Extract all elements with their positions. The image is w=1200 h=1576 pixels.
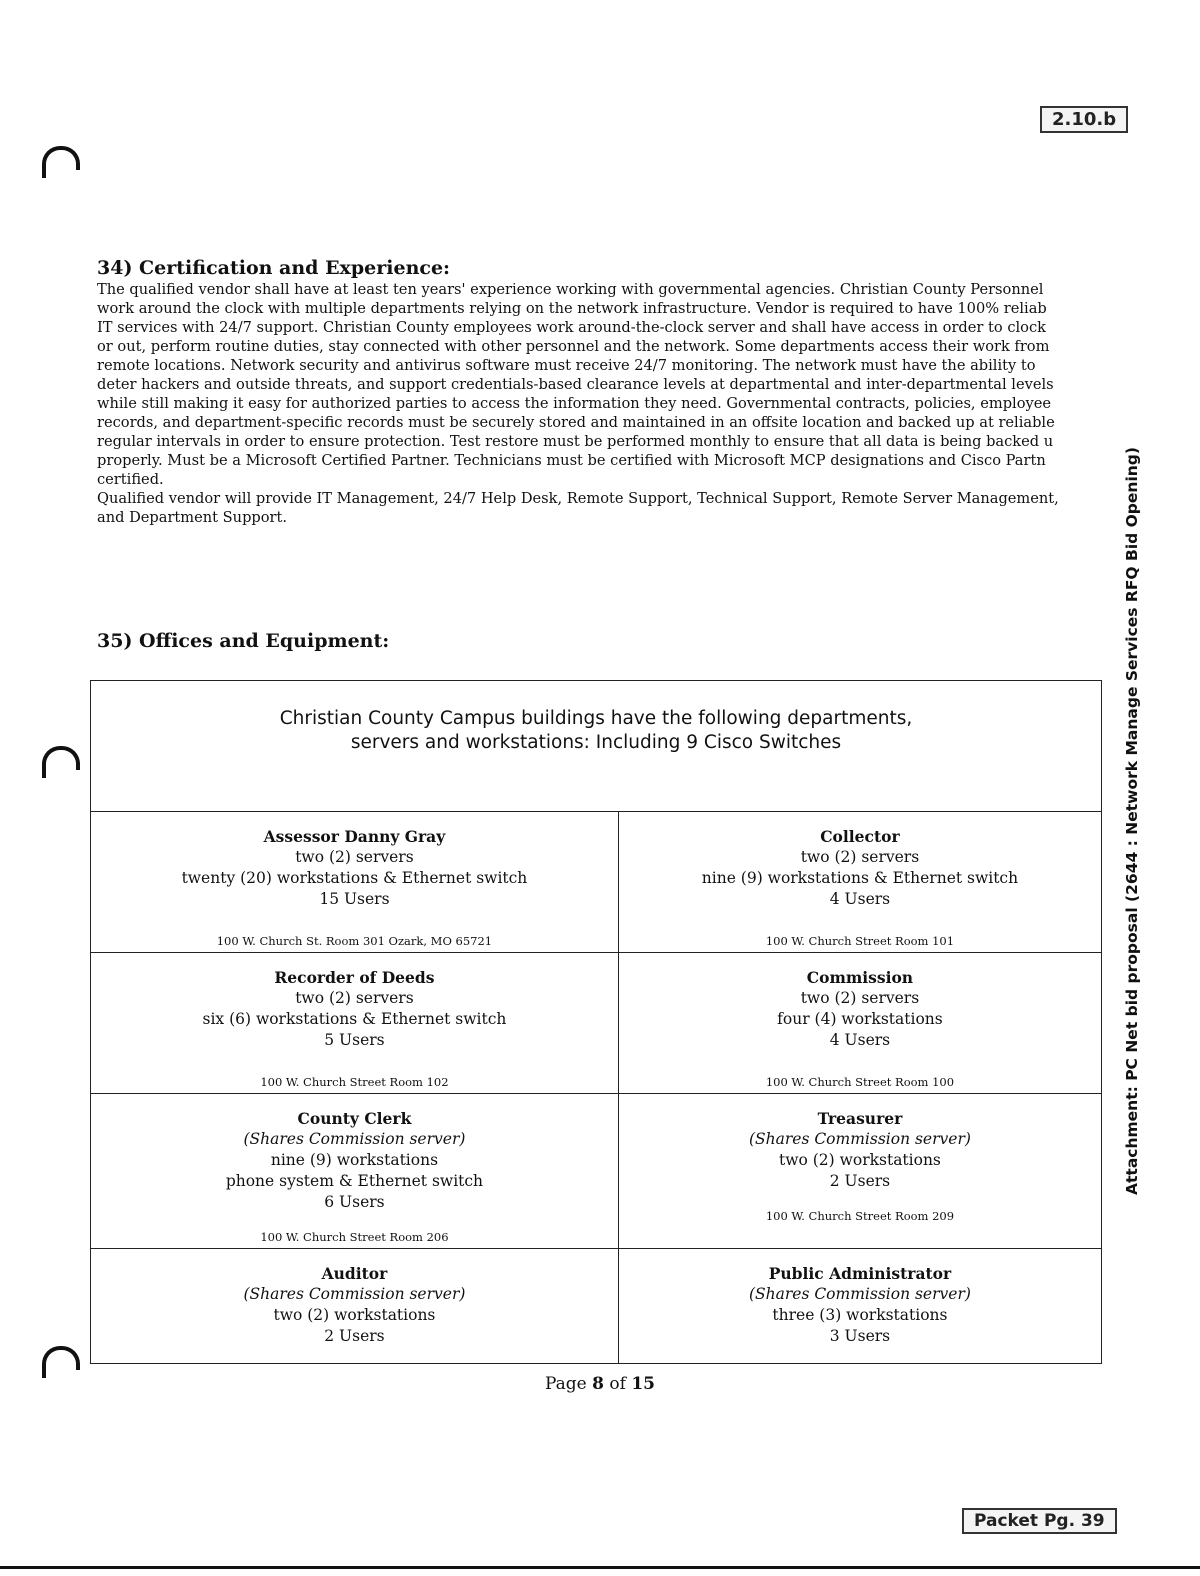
- office-cell-treasurer: [618, 1094, 1101, 1249]
- table-header-line: Christian County Campus buildings have the following departments,: [279, 708, 913, 729]
- body-line: properly. Must be a Microsoft Certified Partner. Technicians must be certified with Microsoft MCP designations and Cisco Partn: [97, 452, 1046, 469]
- office-address: 100 W. Church Street Room 209: [765, 1209, 955, 1223]
- body-line: deter hackers and outside threats, and support credentials-based clearance levels at departmental and inter-departmental levels: [97, 376, 1054, 393]
- bottom-edge-line: [0, 1566, 1200, 1569]
- office-detail: twenty (20) workstations & Ethernet switch: [181, 869, 528, 887]
- office-detail: four (4) workstations: [777, 1010, 943, 1028]
- section-34-body: [97, 280, 1097, 527]
- office-name: Assessor Danny Gray: [263, 827, 446, 846]
- office-detail: three (3) workstations: [772, 1306, 948, 1324]
- office-name: Commission: [806, 968, 914, 987]
- office-cell-county-clerk: [91, 1094, 619, 1249]
- page-mid: of: [604, 1374, 632, 1394]
- office-address: 100 W. Church Street Room 102: [260, 1075, 449, 1089]
- body-line: certified.: [97, 471, 164, 488]
- office-detail: nine (9) workstations & Ethernet switch: [701, 869, 1019, 887]
- body-line: IT services with 24/7 support. Christian County employees work around-the-clock server and shall have access in order to clock: [97, 319, 1046, 336]
- office-cell-collector: [618, 812, 1101, 953]
- packet-page-stamp: Packet Pg. 39: [962, 1508, 1117, 1534]
- body-line: or out, perform routine duties, stay connected with other personnel and the network. Some departments access their work from: [97, 338, 1050, 355]
- office-detail: two (2) servers: [295, 989, 414, 1007]
- office-users: 6 Users: [324, 1193, 385, 1211]
- office-name: Public Administrator: [768, 1264, 952, 1283]
- office-users: 2 Users: [324, 1327, 385, 1345]
- office-shared-note: (Shares Commission server): [748, 1285, 971, 1303]
- office-name: County Clerk: [297, 1109, 412, 1128]
- page-current: 8: [592, 1374, 604, 1394]
- body-line: records, and department-specific records must be securely stored and maintained in an offsite location and backed up at reliable: [97, 414, 1055, 431]
- office-address: 100 W. Church Street Room 101: [765, 934, 955, 948]
- office-cell-recorder: [91, 953, 619, 1094]
- office-cell-commission: [618, 953, 1101, 1094]
- body-line: and Department Support.: [97, 509, 288, 526]
- office-name: Recorder of Deeds: [274, 968, 435, 987]
- office-cell-auditor: [91, 1249, 619, 1364]
- office-shared-note: (Shares Commission server): [748, 1130, 971, 1148]
- office-cell-public-administrator: [618, 1249, 1101, 1364]
- office-address: 100 W. Church Street Room 206: [260, 1230, 449, 1244]
- office-users: 2 Users: [829, 1172, 891, 1190]
- section-34-heading: 34) Certification and Experience:: [97, 257, 451, 279]
- office-users: 5 Users: [324, 1031, 385, 1049]
- office-detail: two (2) servers: [800, 989, 920, 1007]
- attachment-side-label: Attachment: PC Net bid proposal (2644 : Network Manage Services RFQ Bid Opening): [1123, 447, 1141, 1195]
- punch-hole-middle: [42, 746, 80, 770]
- page-total: 15: [631, 1374, 656, 1394]
- page-number: [0, 1374, 1200, 1394]
- body-line: The qualified vendor shall have at least ten years' experience working with governmental agencies. Christian County Personnel: [97, 281, 1044, 298]
- office-cell-assessor: [91, 812, 619, 953]
- office-address: 100 W. Church Street Room 100: [765, 1075, 955, 1089]
- office-detail: phone system & Ethernet switch: [225, 1172, 484, 1190]
- body-line: remote locations. Network security and antivirus software must receive 24/7 monitoring. The network must have the ability to: [97, 357, 1036, 374]
- office-name: Treasurer: [817, 1109, 903, 1128]
- page-prefix: Page: [544, 1374, 593, 1394]
- body-line: regular intervals in order to ensure protection. Test restore must be performed monthly to ensure that all data is being backed u: [97, 433, 1054, 450]
- office-detail: two (2) servers: [800, 848, 920, 866]
- section-35-heading: 35) Offices and Equipment:: [97, 630, 390, 652]
- punch-hole-top: [42, 146, 80, 170]
- office-address: 100 W. Church St. Room 301 Ozark, MO 65721: [216, 934, 493, 948]
- punch-hole-bottom: [42, 1346, 80, 1370]
- agenda-item-stamp: 2.10.b: [1040, 106, 1128, 133]
- office-detail: two (2) workstations: [273, 1306, 436, 1324]
- body-line: while still making it easy for authorized parties to access the information they need. Governmental contracts, policies, employee: [97, 395, 1052, 412]
- office-detail: nine (9) workstations: [270, 1151, 439, 1169]
- body-line: work around the clock with multiple departments relying on the network infrastructure. Vendor is required to have 100% reliab: [97, 300, 1047, 317]
- office-detail: two (2) workstations: [778, 1151, 941, 1169]
- office-detail: six (6) workstations & Ethernet switch: [202, 1010, 507, 1028]
- office-users: 3 Users: [829, 1327, 891, 1345]
- office-detail: two (2) servers: [295, 848, 414, 866]
- office-users: 15 Users: [319, 890, 390, 908]
- table-header-line: servers and workstations: Including 9 Cisco Switches: [350, 732, 842, 753]
- office-name: Auditor: [321, 1264, 388, 1283]
- office-shared-note: (Shares Commission server): [243, 1285, 466, 1303]
- offices-table: [90, 680, 1102, 1364]
- office-shared-note: (Shares Commission server): [243, 1130, 466, 1148]
- table-header: [91, 681, 1102, 812]
- office-users: 4 Users: [829, 890, 891, 908]
- office-users: 4 Users: [829, 1031, 891, 1049]
- body-line: Qualified vendor will provide IT Management, 24/7 Help Desk, Remote Support, Technical Support, Remote Server Management,: [97, 490, 1059, 507]
- office-name: Collector: [820, 827, 900, 846]
